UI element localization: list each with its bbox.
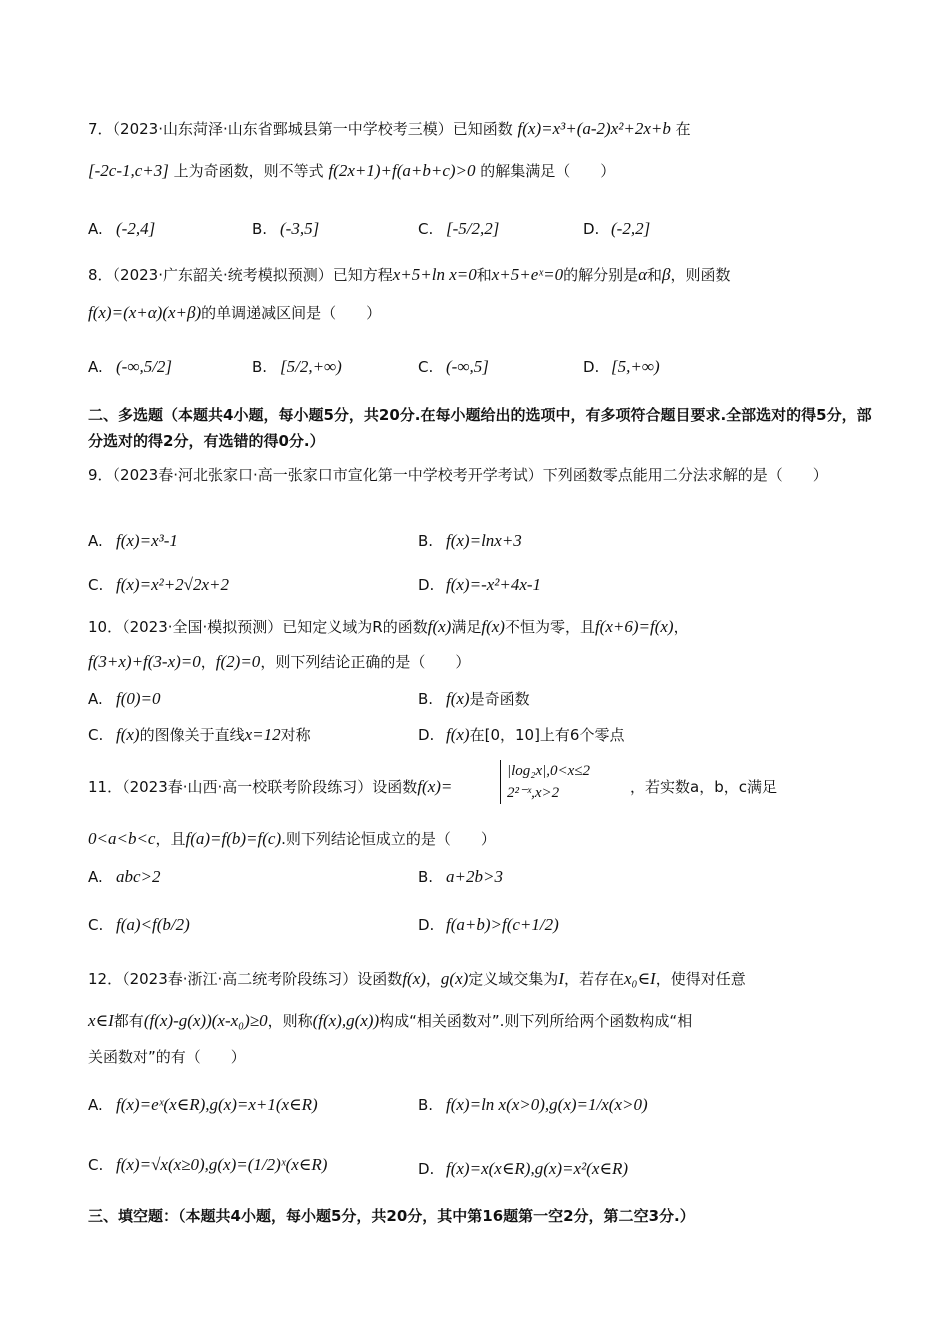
q11-stem: 11．（2023春·山西·高一校联考阶段练习）设函数 <box>88 778 418 796</box>
q12-inequality: (f(x)-g(x))(x-x₀)≥0 <box>143 1011 268 1030</box>
q8-line2: 的单调递减区间是（ ） <box>201 304 382 322</box>
option-math: f(x)=-x²+4x-1 <box>446 575 542 594</box>
q8-function: f(x)=(x+α)(x+β) <box>88 303 202 322</box>
q10-condition-3: f(2)=0 <box>215 652 261 671</box>
option-math: f(x)=eˣ(x∈R),g(x)=x+1(x∈R) <box>116 1095 318 1114</box>
option-label: D. <box>418 726 435 744</box>
q12-line2b: ，则称 <box>267 1012 313 1030</box>
option-label: B. <box>418 532 434 550</box>
option-math: (-3,5] <box>280 219 320 238</box>
option-label: D. <box>418 1160 435 1178</box>
option-math: f(0)=0 <box>116 689 161 708</box>
q12-pair: (f(x),g(x)) <box>312 1011 380 1030</box>
q9-option-b[interactable] <box>418 530 522 552</box>
q8-beta: β <box>662 265 671 284</box>
option-math: f(x) <box>446 725 470 744</box>
option-math: (-2,2] <box>611 219 651 238</box>
q10-option-b[interactable] <box>418 688 530 710</box>
option-label: C. <box>88 916 104 934</box>
q12-option-a[interactable] <box>88 1094 318 1116</box>
option-math: f(x)=x(x∈R),g(x)=x²(x∈R) <box>446 1159 629 1178</box>
option-label: A. <box>88 532 103 550</box>
option-text: 是奇函数 <box>469 690 530 708</box>
question-12-line2 <box>88 1010 868 1032</box>
q8-option-d[interactable] <box>583 356 660 378</box>
q11-option-d[interactable] <box>418 914 559 936</box>
q11-line2a: ，且 <box>155 830 186 848</box>
option-math: f(x)=ln x(x>0),g(x)=1/x(x>0) <box>446 1095 648 1114</box>
option-math: [5/2,+∞) <box>280 357 342 376</box>
option-math: f(a+b)>f(c+1/2) <box>446 915 559 934</box>
option-text-2: 对称 <box>280 726 311 744</box>
q12-text-d: ，使得对任意 <box>655 970 746 988</box>
option-math: abc>2 <box>116 867 161 886</box>
q7-line2b: 的解集满足（ ） <box>480 162 616 180</box>
q10-option-a[interactable] <box>88 688 161 710</box>
option-label: C. <box>88 576 104 594</box>
q7-option-b[interactable] <box>252 218 319 240</box>
q7-line2: 上为奇函数，则不等式 <box>173 162 324 180</box>
q10-option-d[interactable] <box>418 724 624 746</box>
q10-condition-2: f(3+x)+f(3-x)=0 <box>88 652 201 671</box>
option-label: C. <box>418 220 434 238</box>
q12-comma: ， <box>425 970 441 988</box>
q11-condition: 0<a<b<c <box>88 829 156 848</box>
q9-option-c[interactable] <box>88 574 229 596</box>
q7-option-c[interactable] <box>418 218 499 240</box>
q12-line2a: 都有 <box>113 1012 144 1030</box>
q12-x0: x₀∈I <box>624 969 656 988</box>
q7-inequality: f(2x+1)+f(a+b+c)>0 <box>328 161 476 180</box>
question-8-line2 <box>88 302 868 324</box>
q7-stem: 7．（2023·山东菏泽·山东省鄄城县第一中学校考三模）已知函数 <box>88 120 513 138</box>
option-math: f(x) <box>446 689 470 708</box>
question-11-line2 <box>88 828 868 850</box>
question-12 <box>88 968 868 990</box>
question-10-line2 <box>88 651 868 673</box>
q12-option-c[interactable] <box>88 1154 327 1176</box>
q10-option-c[interactable] <box>88 724 311 746</box>
q10-text-c: 不恒为零，且 <box>504 618 595 636</box>
option-math: f(x)=x²+2√2x+2 <box>116 575 230 594</box>
option-label: D. <box>418 576 435 594</box>
option-label: C. <box>88 1156 104 1174</box>
q12-f: f(x) <box>402 969 426 988</box>
q7-tail: 在 <box>675 120 691 138</box>
option-math: (-∞,5/2] <box>116 357 173 376</box>
option-label: B. <box>252 358 268 376</box>
q12-g: g(x) <box>440 969 469 988</box>
q11-equality: f(a)=f(b)=f(c) <box>185 829 282 848</box>
q10-sep: ， <box>200 653 216 671</box>
option-math: [-5/2,2] <box>446 219 500 238</box>
q8-stem: 8．（2023·广东韶关·统考模拟预测）已知方程 <box>88 266 393 284</box>
option-math: [5,+∞) <box>611 357 660 376</box>
question-9: 9．（2023春·河北张家口·高一张家口市宣化第一中学校考开学考试）下列函数零点能用二分法求解的是（ ） <box>88 466 828 484</box>
option-label: D. <box>583 220 600 238</box>
q11-option-c[interactable] <box>88 914 190 936</box>
q11-case-2: 2²⁻ˣ,x>2 <box>507 785 560 801</box>
q11-option-a[interactable] <box>88 866 161 888</box>
q8-text: 的解分别是 <box>563 266 639 284</box>
q10-fx: f(x) <box>427 617 452 636</box>
option-label: A. <box>88 1096 103 1114</box>
q10-fx-2: f(x) <box>481 617 505 636</box>
q12-stem: 12．（2023春·浙江·高二统考阶段练习）设函数 <box>88 970 403 988</box>
q10-comma: ， <box>673 618 689 636</box>
q7-function: f(x)=x³+(a-2)x²+2x+b <box>517 119 671 138</box>
option-label: B. <box>418 1096 434 1114</box>
q10-period: f(x+6)=f(x) <box>594 617 674 636</box>
q9-option-a[interactable] <box>88 530 178 552</box>
option-math: f(x) <box>116 725 140 744</box>
option-label: C. <box>88 726 104 744</box>
section-2-heading: 二、多选题（本题共4小题，每小题5分，共20分.在每小题给出的选项中，有多项符合题目要求.全部选对的得5分，部分选对的得2分，有选错的得0分.） <box>88 406 872 450</box>
q9-option-d[interactable] <box>418 574 541 596</box>
q11-option-b[interactable] <box>418 866 503 888</box>
q11-line1b: ，若实数a，b，c满足 <box>630 778 777 796</box>
q10-line2: ，则下列结论正确的是（ ） <box>260 653 471 671</box>
option-label: C. <box>418 358 434 376</box>
q11-case-1: |log₂x|,0<x≤2 <box>507 763 591 779</box>
option-label: A. <box>88 690 103 708</box>
option-math: f(x)=√x(x≥0),g(x)=(1/2)ˣ(x∈R) <box>116 1155 328 1174</box>
q12-text-b: 定义域交集为 <box>468 970 559 988</box>
option-math: f(x)=lnx+3 <box>446 531 522 550</box>
q8-and2: 和 <box>647 266 663 284</box>
section-3-heading: 三、填空题：（本题共4小题，每小题5分，共20分，其中第16题第一空2分，第二空3分.） <box>88 1207 695 1225</box>
q7-option-a[interactable] <box>88 218 155 240</box>
q7-option-d[interactable] <box>583 218 650 240</box>
q11-piecewise <box>500 760 590 804</box>
q8-and: 和 <box>476 266 492 284</box>
q8-alpha: α <box>638 265 648 284</box>
q12-set-i: I <box>558 969 564 988</box>
option-label: D. <box>418 916 435 934</box>
option-text: 在[0，10]上有6个零点 <box>469 726 625 744</box>
option-label: A. <box>88 868 103 886</box>
q12-option-b[interactable] <box>418 1094 648 1116</box>
option-label: B. <box>418 868 434 886</box>
option-math: f(x)=x³-1 <box>116 531 178 550</box>
question-8 <box>88 264 868 286</box>
q12-x-in-i: x∈I <box>88 1011 114 1030</box>
q12-line2c: 构成“相关函数对”.则下列所给两个函数构成“相 <box>379 1012 693 1030</box>
question-7-line2 <box>88 160 868 182</box>
q11-line1-tail <box>630 776 777 798</box>
question-12-line3: 关函数对”的有（ ） <box>88 1048 246 1066</box>
q8-option-c[interactable] <box>418 356 489 378</box>
option-label: A. <box>88 220 103 238</box>
option-math-2: x=12 <box>244 725 281 744</box>
option-math: (-2,4] <box>116 219 156 238</box>
option-math: f(a)<f(b/2) <box>116 915 190 934</box>
q10-stem: 10．（2023·全国·模拟预测）已知定义域为R的函数 <box>88 618 428 636</box>
q10-text: 满足 <box>451 618 482 636</box>
q12-option-d[interactable] <box>418 1158 628 1180</box>
q11-line2b: .则下列结论恒成立的是（ ） <box>281 830 496 848</box>
option-label: D. <box>583 358 600 376</box>
q8-option-b[interactable] <box>252 356 342 378</box>
question-7 <box>88 118 868 140</box>
option-text: 的图像关于直线 <box>139 726 245 744</box>
option-label: B. <box>252 220 268 238</box>
option-label: A. <box>88 358 103 376</box>
q8-equation-1: x+5+ln x=0 <box>392 265 477 284</box>
option-math: a+2b>3 <box>446 867 503 886</box>
q8-equation-2: x+5+eˣ=0 <box>491 265 564 284</box>
q8-option-a[interactable] <box>88 356 172 378</box>
question-10 <box>88 616 868 638</box>
q12-text-c: ，若存在 <box>563 970 624 988</box>
option-math: (-∞,5] <box>446 357 489 376</box>
q8-text-c: ，则函数 <box>670 266 731 284</box>
option-label: B. <box>418 690 434 708</box>
q7-interval: [-2c-1,c+3] <box>88 161 169 180</box>
q11-fx: f(x)= <box>417 777 453 796</box>
